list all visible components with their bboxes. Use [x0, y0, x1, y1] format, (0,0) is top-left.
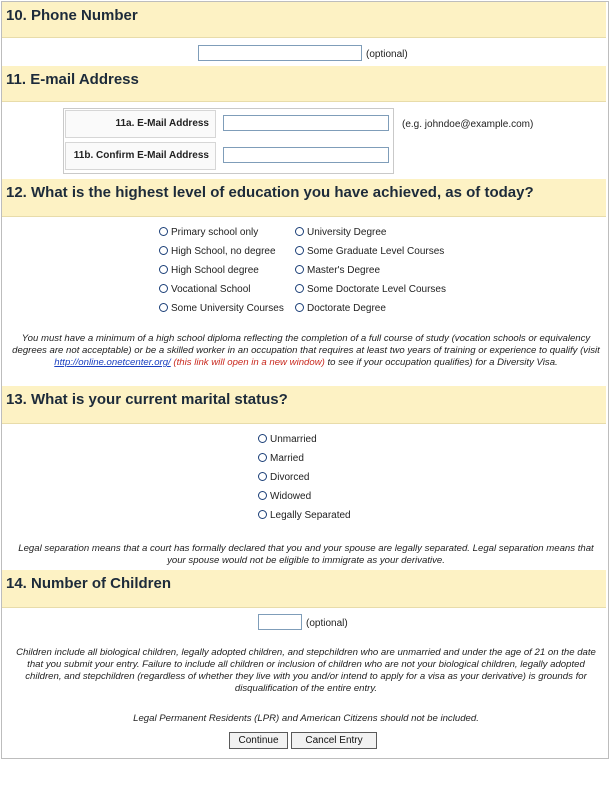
children-optional-label: (optional): [306, 618, 348, 629]
marital-option[interactable]: Divorced: [258, 472, 309, 483]
radio-button-icon[interactable]: [258, 510, 267, 519]
education-option[interactable]: Master's Degree: [295, 265, 380, 276]
section-heading-education: 12. What is the highest level of education you have achieved, as of today?: [2, 179, 606, 217]
radio-button-icon[interactable]: [258, 491, 267, 500]
radio-button-icon[interactable]: [258, 453, 267, 462]
children-count-input[interactable]: [258, 614, 302, 630]
phone-input[interactable]: [198, 45, 362, 61]
section-heading-phone: 10. Phone Number: [2, 2, 606, 38]
education-option[interactable]: Doctorate Degree: [295, 303, 386, 314]
marital-note: Legal separation means that a court has formally declared that you and your spouse are legally separated. Legal separation means that your spouse would not be eligible to immigrate as your derivative.: [18, 543, 594, 566]
radio-button-icon[interactable]: [295, 284, 304, 293]
radio-button-icon[interactable]: [295, 227, 304, 236]
email-input[interactable]: [223, 115, 389, 131]
radio-button-icon[interactable]: [258, 472, 267, 481]
email-confirm-label-cell: 11b. Confirm E-Mail Address: [65, 142, 216, 170]
email-example-hint: (e.g. johndoe@example.com): [402, 119, 534, 130]
marital-option[interactable]: Married: [258, 453, 304, 464]
email-label-cell: 11a. E-Mail Address: [65, 110, 216, 138]
education-option[interactable]: Vocational School: [159, 284, 251, 295]
radio-button-icon[interactable]: [159, 303, 168, 312]
marital-option[interactable]: Unmarried: [258, 434, 317, 445]
section-heading-children: 14. Number of Children: [2, 570, 606, 608]
radio-button-icon[interactable]: [295, 303, 304, 312]
education-option[interactable]: Some Doctorate Level Courses: [295, 284, 446, 295]
radio-button-icon[interactable]: [159, 284, 168, 293]
new-window-notice: (this link will open in a new window): [173, 357, 325, 368]
education-option[interactable]: Some Graduate Level Courses: [295, 246, 444, 257]
onetcenter-link[interactable]: http://online.onetcenter.org/: [54, 357, 171, 368]
education-option[interactable]: Primary school only: [159, 227, 258, 238]
education-option[interactable]: High School, no degree: [159, 246, 276, 257]
email-confirm-input[interactable]: [223, 147, 389, 163]
marital-option[interactable]: Widowed: [258, 491, 311, 502]
section-heading-marital: 13. What is your current marital status?: [2, 386, 606, 424]
radio-button-icon[interactable]: [159, 246, 168, 255]
phone-optional-label: (optional): [366, 49, 408, 60]
radio-button-icon[interactable]: [295, 265, 304, 274]
children-note: Children include all biological children, legally adopted children, and stepchildren who are unmarried and under the age of 21 on the date that you submit your entry. Failure to include all children or inclusion of children who are not your biological children, legally adopted children, and stepchildren (regardless of whether they live with you and/or intend to apply for a visa as your derivative) is grounds for disqualification of the entire entry.: [16, 647, 596, 694]
education-option[interactable]: University Degree: [295, 227, 386, 238]
cancel-entry-button[interactable]: Cancel Entry: [291, 732, 377, 749]
radio-button-icon[interactable]: [159, 265, 168, 274]
radio-button-icon[interactable]: [159, 227, 168, 236]
education-option[interactable]: High School degree: [159, 265, 259, 276]
radio-button-icon[interactable]: [295, 246, 304, 255]
radio-button-icon[interactable]: [258, 434, 267, 443]
lpr-note: Legal Permanent Residents (LPR) and American Citizens should not be included.: [133, 713, 479, 724]
marital-option[interactable]: Legally Separated: [258, 510, 351, 521]
section-heading-email: 11. E-mail Address: [2, 66, 606, 102]
continue-button[interactable]: Continue: [229, 732, 288, 749]
education-note: You must have a minimum of a high school diploma reflecting the completion of a full course of study (vocation schools or equivalency degrees are not acceptable) or be a skilled worker in an occupation that requires at least two years of training or experience to qualify (visit http://online.onetcenter.org/ (this link will open in a new window) to see if your occupation qualifies) for a Diversity Visa.: [12, 333, 600, 368]
education-option[interactable]: Some University Courses: [159, 303, 284, 314]
